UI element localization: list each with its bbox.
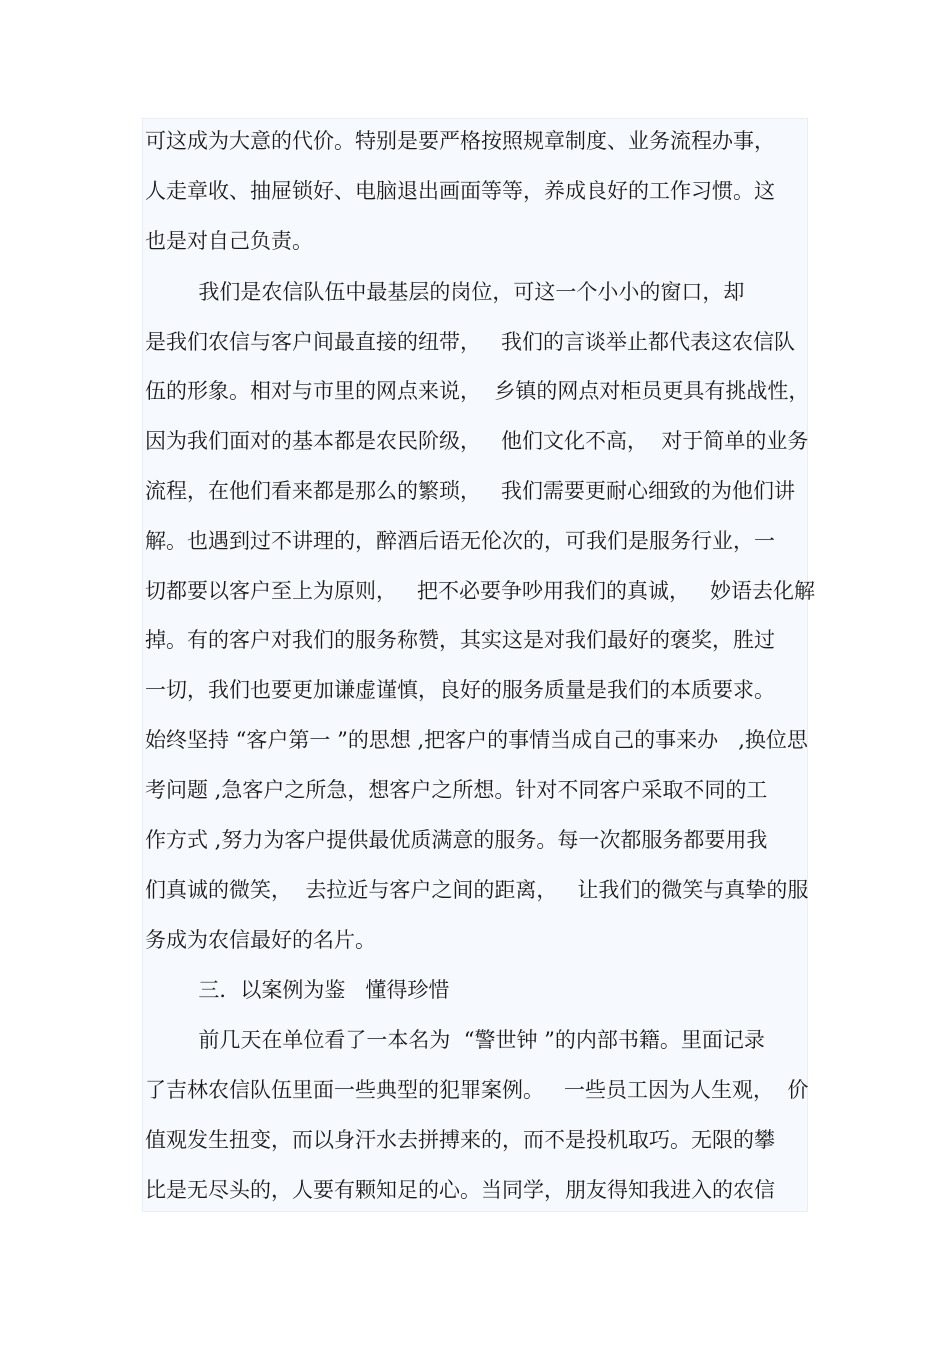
text-line: 也是对自己负责。 (145, 229, 313, 253)
text-line: 切都要以客户至上为原则， 把不必要争吵用我们的真诚， 妙语去化解 (145, 579, 816, 603)
text-line: 值观发生扭变，而以身汗水去拼搏来的，而不是投机取巧。无限的攀 (145, 1128, 775, 1152)
text-line: 一切，我们也要更加谦虚谨慎，良好的服务质量是我们的本质要求。 (145, 678, 775, 702)
text-line: 比是无尽头的，人要有颗知足的心。当同学，朋友得知我进入的农信 (145, 1178, 775, 1202)
text-line: 们真诚的微笑， 去拉近与客户之间的距离， 让我们的微笑与真挚的服 (145, 878, 809, 902)
text-line: 是我们农信与客户间最直接的纽带， 我们的言谈举止都代表这农信队 (145, 330, 796, 354)
text-line: 了吉林农信队伍里面一些典型的犯罪案例。 一些员工因为人生观， 价 (145, 1078, 809, 1102)
text-line: 伍的形象。相对与市里的网点来说， 乡镇的网点对柜员更具有挑战性， (145, 379, 810, 403)
text-line: 我们是农信队伍中最基层的岗位，可这一个小小的窗口，却 (145, 280, 745, 304)
text-line: 掉。有的客户对我们的服务称赞，其实这是对我们最好的褒奖，胜过 (145, 628, 775, 652)
text-line: 务成为农信最好的名片。 (145, 928, 376, 952)
text-line: 解。也遇到过不讲理的，醉酒后语无伦次的，可我们是服务行业，一 (145, 529, 775, 553)
text-line: 始终坚持 “客户第一 ”的思想 ,把客户的事情当成自己的事来办 ,换位思 (145, 728, 808, 752)
text-line: 作方式 ,努力为客户提供最优质满意的服务。每一次都服务都要用我 (145, 828, 768, 852)
text-line: 人走章收、抽屉锁好、电脑退出画面等等，养成良好的工作习惯。这 (145, 179, 775, 203)
text-line: 因为我们面对的基本都是农民阶级， 他们文化不高， 对于简单的业务 (145, 429, 809, 453)
section-heading: 三．以案例为鉴 懂得珍惜 (145, 978, 450, 1002)
text-line: 可这成为大意的代价。特别是要严格按照规章制度、业务流程办事， (145, 129, 775, 153)
text-line: 考问题 ,急客户之所急，想客户之所想。针对不同客户采取不同的工 (145, 778, 768, 802)
text-line: 流程，在他们看来都是那么的繁琐， 我们需要更耐心细致的为他们讲 (145, 479, 796, 503)
text-line: 前几天在单位看了一本名为 “警世钟 ”的内部书籍。里面记录 (145, 1028, 765, 1052)
